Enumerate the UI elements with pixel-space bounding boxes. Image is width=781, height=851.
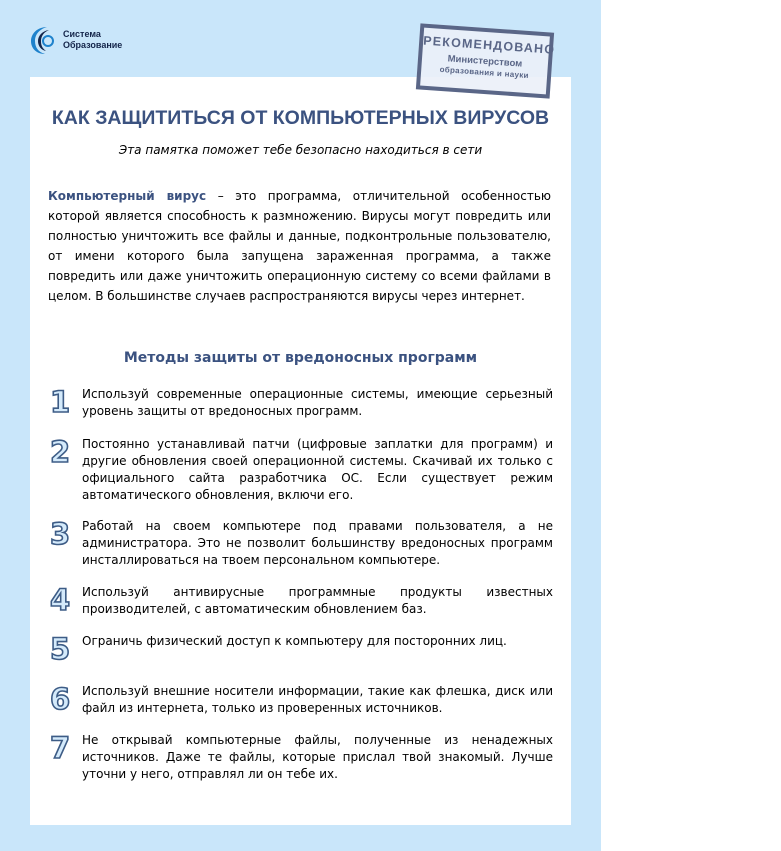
method-item [48, 518, 553, 569]
method-item [48, 633, 553, 664]
method-item [48, 683, 553, 717]
stamp-line-3: образования и науки [439, 64, 530, 81]
logo-swirl-icon [30, 25, 58, 55]
method-text: Постоянно устанавливай патчи (цифровые заплатки для программ) и другие обновления своей операционной системы. Скачивай их только с официального сайта разработчика ОС. Если существует режим автоматического обновления, включи его. [82, 437, 553, 502]
logo-line-1: Система [63, 29, 101, 39]
stamp-line-1: РЕКОМЕНДОВАНО [422, 33, 556, 57]
method-text: Ограничь физический доступ к компьютеру для посторонних лиц. [82, 634, 507, 648]
method-text: Используй антивирусные программные продукты известных производителей, с автоматическим обновлением баз. [82, 585, 553, 616]
logo [30, 25, 122, 55]
intro-paragraph [48, 186, 551, 306]
method-number: 1 [50, 385, 71, 419]
method-number: 5 [50, 632, 71, 666]
method-text: Используй внешние носители информации, такие как флешка, диск или файл из интернета, только из проверенных источников. [82, 684, 553, 715]
recommended-stamp [416, 23, 554, 98]
method-item [48, 436, 553, 504]
method-text: Используй современные операционные системы, имеющие серьезный уровень защиты от вредоносных программ. [82, 387, 553, 418]
method-number: 2 [50, 435, 71, 469]
method-number: 7 [50, 731, 71, 765]
page-title: КАК ЗАЩИТИТЬСЯ ОТ КОМПЬЮТЕРНЫХ ВИРУСОВ [51, 107, 550, 129]
method-number: 4 [50, 583, 71, 617]
method-text: Не открывай компьютерные файлы, полученные из ненадежных источников. Даже те файлы, которые прислал твой знакомый. Лучше уточни у него, отправлял ли он тебе их. [82, 733, 553, 781]
method-item [48, 732, 553, 783]
logo-line-2: Образование [63, 40, 123, 50]
stamp-line-2: Министерством [447, 53, 523, 70]
methods-heading: Методы защиты от вредоносных программ [123, 350, 478, 366]
page-subtitle: Эта памятка поможет тебе безопасно находиться в сети [118, 143, 483, 157]
intro-text: – это программа, отличительной особенностью которой является способность к размножению. Вирусы могут повредить или полностью уничтожить все файлы и данные, подконтрольные пользователю, от имени которого была запущена зараженная программа, а также повредить или даже уничтожить операционную систему со всеми файлами в целом. В большинстве случаев распространяются вирусы через интернет. [48, 189, 551, 303]
method-item [48, 386, 553, 420]
method-number: 3 [50, 517, 71, 551]
method-item [48, 584, 553, 618]
intro-term: Компьютерный вирус [48, 189, 207, 203]
method-number: 6 [50, 682, 71, 716]
method-text: Работай на своем компьютере под правами пользователя, а не администратора. Это не позволит большинству вредоносных программ инсталлироваться на твоем персональном компьютере. [82, 519, 553, 567]
